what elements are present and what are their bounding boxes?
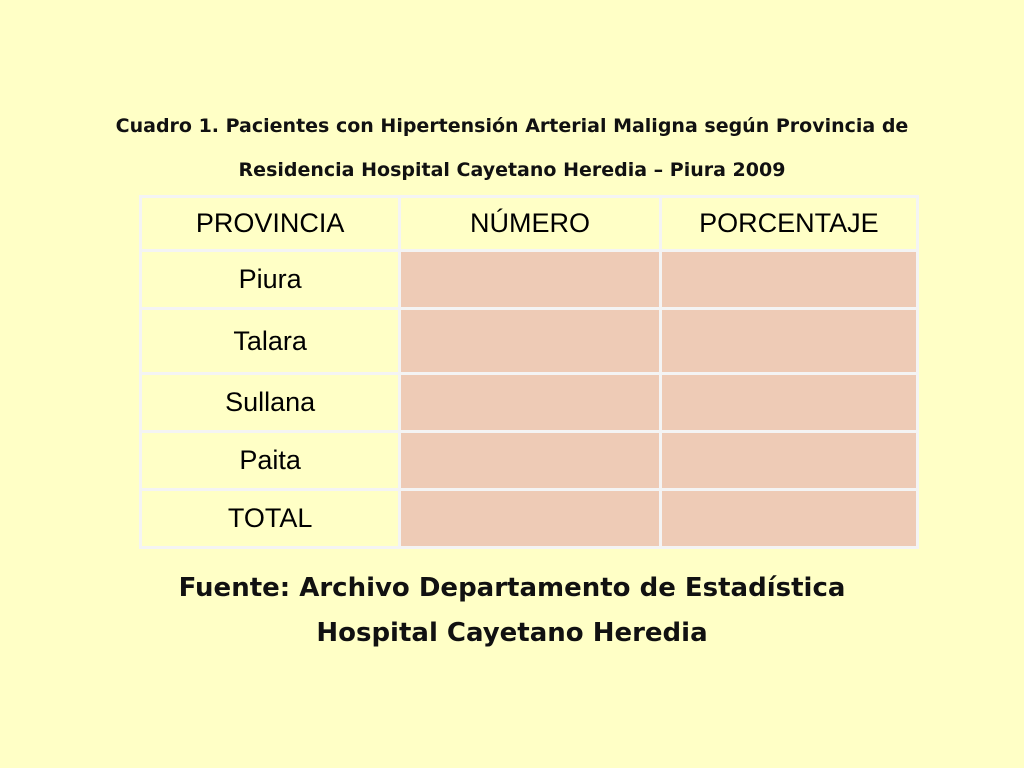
header-provincia: PROVINCIA — [142, 198, 398, 249]
header-porcentaje: PORCENTAJE — [662, 198, 916, 249]
row-numero-cell — [401, 433, 658, 488]
row-porcentaje-cell — [662, 491, 916, 546]
table-row — [142, 310, 916, 372]
table-caption — [0, 104, 1024, 192]
row-porcentaje-cell — [662, 433, 916, 488]
header-row — [142, 198, 916, 249]
source-note — [0, 566, 1024, 656]
row-provincia-cell: Talara — [142, 310, 398, 372]
caption-line-2: Residencia Hospital Cayetano Heredia – Piura 2009 — [238, 159, 786, 181]
source-line-2: Hospital Cayetano Heredia — [316, 618, 708, 648]
row-provincia-cell: Piura — [142, 252, 398, 307]
row-numero-cell — [401, 375, 658, 430]
row-provincia-cell: Paita — [142, 433, 398, 488]
province-table — [139, 195, 919, 549]
row-porcentaje-cell — [662, 310, 916, 372]
row-numero-cell — [401, 252, 658, 307]
table-row — [142, 433, 916, 488]
row-provincia-cell: TOTAL — [142, 491, 398, 546]
table-row-total — [142, 491, 916, 546]
header-numero: NÚMERO — [401, 198, 658, 249]
caption-line-1: Cuadro 1. Pacientes con Hipertensión Arterial Maligna según Provincia de — [115, 115, 909, 137]
row-porcentaje-cell — [662, 375, 916, 430]
row-numero-cell — [401, 310, 658, 372]
source-line-1: Fuente: Archivo Departamento de Estadística — [178, 573, 846, 603]
table-row — [142, 375, 916, 430]
table-row — [142, 252, 916, 307]
row-porcentaje-cell — [662, 252, 916, 307]
row-numero-cell — [401, 491, 658, 546]
row-provincia-cell: Sullana — [142, 375, 398, 430]
